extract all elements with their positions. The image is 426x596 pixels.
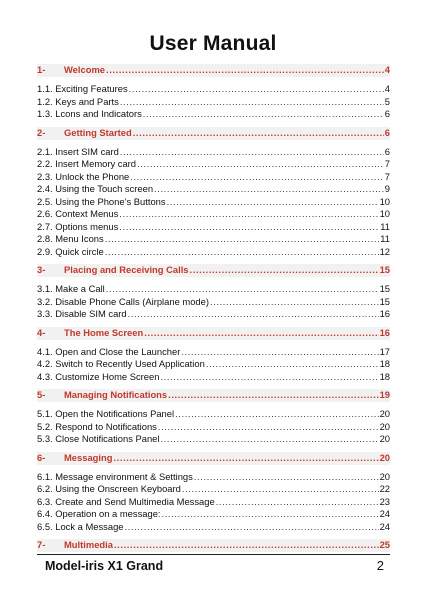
entry-title: 6.2. Using the Onscreen Keyboard	[37, 483, 181, 494]
section-number: 5-	[37, 389, 46, 400]
toc-entry[interactable]	[37, 521, 390, 534]
dot-leader	[190, 264, 379, 275]
entry-page: 20	[379, 470, 390, 482]
entry-page: 20	[379, 420, 390, 432]
section-title: Welcome	[64, 64, 105, 75]
dot-leader	[105, 246, 379, 257]
toc-entry[interactable]	[37, 508, 390, 521]
dot-leader	[119, 208, 378, 219]
dot-leader	[144, 327, 378, 338]
entry-page: 24	[379, 508, 390, 519]
toc-entry[interactable]	[37, 196, 390, 209]
dot-leader	[120, 96, 384, 107]
section-page: 20	[379, 451, 390, 463]
entry-page: 12	[379, 245, 390, 257]
entry-page: 10	[379, 195, 390, 207]
toc-entry[interactable]	[37, 471, 390, 484]
entry-title: 2.1. Insert SIM card	[37, 145, 119, 157]
entry-page: 7	[384, 158, 390, 169]
toc-entry[interactable]	[37, 221, 390, 234]
toc-entry[interactable]	[37, 308, 390, 321]
entry-title: 6.5. Lock a Message	[37, 520, 124, 532]
section-title: Messaging	[64, 451, 113, 463]
entry-page: 20	[379, 408, 390, 419]
dot-leader	[206, 358, 379, 369]
entry-title: 1.3. Lcons and Indicators	[37, 108, 142, 119]
entry-page: 5	[384, 95, 390, 107]
entry-title: 2.8. Menu Icons	[37, 233, 104, 244]
dot-leader	[143, 108, 384, 119]
section-page: 25	[379, 539, 390, 550]
dot-leader	[130, 171, 384, 182]
toc-section[interactable]	[37, 127, 390, 140]
dot-leader	[105, 233, 380, 244]
dot-leader	[125, 521, 379, 532]
entry-page: 6	[384, 108, 390, 119]
dot-leader	[158, 421, 379, 432]
entry-title: 2.4. Using the Touch screen	[37, 183, 154, 194]
entry-page: 4	[384, 83, 390, 94]
section-title: Multimedia	[64, 539, 113, 550]
section-number: 2-	[37, 126, 46, 138]
entry-title: 2.7. Options menus	[37, 220, 119, 232]
dot-leader	[114, 539, 379, 550]
toc-entry[interactable]	[37, 158, 390, 171]
section-page: 6	[384, 126, 390, 138]
dot-leader	[133, 127, 384, 138]
footer-divider	[37, 554, 390, 555]
toc-entry[interactable]	[37, 496, 390, 509]
footer-model-name: Model-iris X1 Grand	[45, 559, 164, 573]
dot-leader	[175, 408, 378, 419]
entry-title: 1.1. Exciting Features	[37, 83, 128, 94]
dot-leader	[119, 221, 379, 232]
entry-title: 2.9. Quick circle	[37, 245, 104, 257]
entry-title: 6.1. Message environment & Settings	[37, 470, 193, 482]
entry-page: 20	[379, 433, 390, 444]
entry-page: 18	[379, 358, 390, 369]
toc-entry[interactable]	[37, 208, 390, 221]
entry-title: 1.2. Keys and Parts	[37, 95, 119, 107]
toc-entry[interactable]	[37, 83, 390, 96]
entry-page: 18	[379, 370, 390, 382]
entry-page: 15	[379, 283, 390, 294]
entry-page: 10	[379, 208, 390, 219]
entry-title: 6.3. Create and Send Multimedia Message	[37, 495, 215, 507]
toc-entry[interactable]	[37, 346, 390, 359]
entry-title: 2.3. Unlock the Phone	[37, 170, 130, 182]
entry-title: 6.4. Operation on a message:	[37, 508, 161, 519]
entry-title: 3.3. Disable SIM card	[37, 308, 127, 319]
dot-leader	[154, 183, 384, 194]
entry-title: 4.3. Customize Home Screen	[37, 370, 160, 382]
toc-entry[interactable]	[37, 283, 390, 296]
section-title: Placing and Receiving Calls	[64, 264, 189, 275]
entry-page: 9	[384, 183, 390, 194]
entry-page: 15	[379, 295, 390, 307]
toc-entry[interactable]	[37, 233, 390, 246]
entry-page: 22	[379, 483, 390, 494]
table-of-contents	[37, 63, 390, 558]
section-page: 16	[379, 326, 390, 338]
dot-leader	[113, 452, 378, 463]
entry-title: 5.1. Open the Notifications Panel	[37, 408, 175, 419]
toc-entry[interactable]	[37, 421, 390, 434]
toc-entry[interactable]	[37, 371, 390, 384]
section-title: Getting Started	[64, 126, 132, 138]
entry-title: 2.5. Using the Phone’s Buttons	[37, 195, 166, 207]
dot-leader	[162, 508, 379, 519]
toc-section[interactable]	[37, 264, 390, 277]
section-page: 15	[379, 264, 390, 275]
toc-section[interactable]	[37, 389, 390, 402]
toc-section[interactable]	[37, 64, 390, 77]
dot-leader	[128, 308, 379, 319]
page-title: User Manual	[149, 32, 277, 55]
section-title: The Home Screen	[64, 326, 144, 338]
dot-leader	[182, 483, 379, 494]
section-number: 6-	[37, 451, 46, 463]
section-page: 4	[384, 64, 390, 75]
dot-leader	[137, 158, 384, 169]
dot-leader	[160, 433, 378, 444]
section-title: Managing Notifications	[64, 389, 168, 400]
toc-entry[interactable]	[37, 108, 390, 121]
entry-page: 7	[384, 170, 390, 182]
entry-title: 5.3. Close Notifications Panel	[37, 433, 160, 444]
entry-page: 16	[379, 308, 390, 319]
toc-section[interactable]	[37, 327, 390, 340]
entry-title: 3.1. Make a Call	[37, 283, 105, 294]
dot-leader	[181, 346, 378, 357]
section-number: 4-	[37, 326, 46, 338]
toc-entry[interactable]	[37, 183, 390, 196]
toc-entry[interactable]	[37, 246, 390, 259]
entry-page: 17	[379, 345, 390, 357]
entry-page: 6	[384, 145, 390, 157]
entry-page: 11	[380, 233, 390, 244]
footer-page-number: 2	[376, 558, 384, 573]
toc-entry[interactable]	[37, 96, 390, 109]
toc-entry[interactable]	[37, 483, 390, 496]
section-page: 19	[379, 389, 390, 400]
toc-entry[interactable]	[37, 146, 390, 159]
section-number: 7-	[37, 539, 46, 550]
entry-page: 11	[380, 220, 390, 232]
dot-leader	[160, 371, 378, 382]
dot-leader	[106, 283, 379, 294]
section-number: 1-	[37, 64, 46, 75]
toc-entry[interactable]	[37, 296, 390, 309]
dot-leader	[167, 196, 379, 207]
dot-leader	[120, 146, 384, 157]
toc-entry[interactable]	[37, 358, 390, 371]
entry-page: 23	[379, 495, 390, 507]
toc-section[interactable]	[37, 452, 390, 465]
dot-leader	[168, 389, 378, 400]
entry-title: 4.2. Switch to Recently Used Application	[37, 358, 205, 369]
dot-leader	[216, 496, 379, 507]
entry-title: 2.6. Context Menus	[37, 208, 119, 219]
dot-leader	[194, 471, 379, 482]
toc-entry[interactable]	[37, 408, 390, 421]
dot-leader	[106, 64, 384, 75]
toc-entry[interactable]	[37, 433, 390, 446]
toc-entry[interactable]	[37, 171, 390, 184]
dot-leader	[129, 83, 384, 94]
entry-title: 2.2. Insert Memory card	[37, 158, 136, 169]
entry-title: 4.1. Open and Close the Launcher	[37, 345, 181, 357]
entry-title: 5.2. Respond to Notifications	[37, 420, 157, 432]
section-number: 3-	[37, 264, 46, 275]
toc-section[interactable]	[37, 539, 390, 552]
entry-page: 24	[379, 520, 390, 532]
entry-title: 3.2. Disable Phone Calls (Airplane mode)	[37, 295, 209, 307]
dot-leader	[210, 296, 379, 307]
